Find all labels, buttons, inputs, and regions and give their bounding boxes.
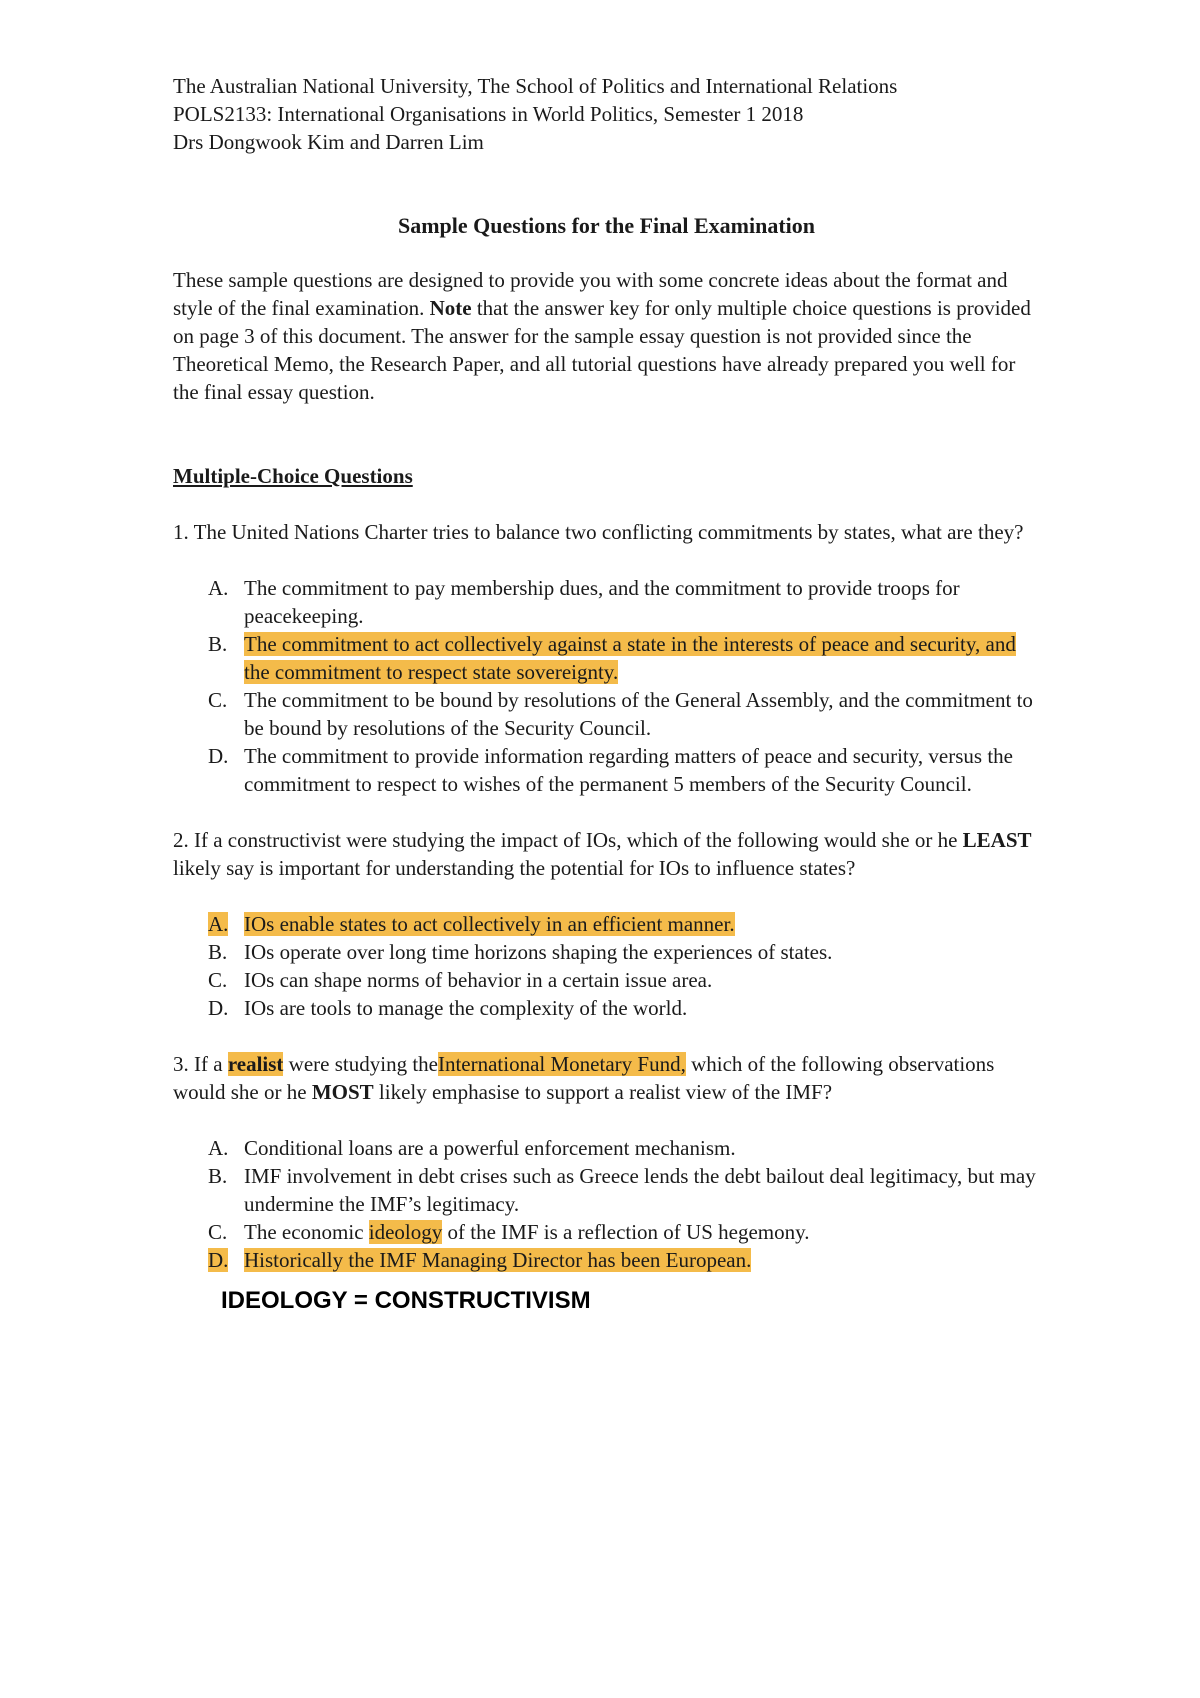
option-3c bbox=[173, 1218, 1040, 1246]
question-2-text-start: 2. If a constructivist were studying the impact of IOs, which of the following would she or he bbox=[173, 828, 963, 852]
option-2d bbox=[173, 994, 1040, 1022]
intro-text-2: that the answer key for only multiple choice questions is provided on page 3 of this document. The answer for the sample essay question is not provided since the Theoretical Memo, the Research Paper, and all tutorial questions have already prepared you well for the final essay question. bbox=[173, 296, 1031, 404]
option-1b bbox=[173, 630, 1040, 686]
question-3-mid-1: were studying the bbox=[283, 1052, 438, 1076]
option-letter-highlighted bbox=[173, 910, 244, 938]
question-3 bbox=[173, 1050, 1040, 1274]
question-3-emphasis: MOST bbox=[311, 1080, 374, 1104]
option-text-start: The economic bbox=[244, 1220, 369, 1244]
intro-paragraph bbox=[173, 266, 1040, 406]
option-2a bbox=[173, 910, 1040, 938]
option-text: IOs are tools to manage the complexity of the world. bbox=[244, 996, 688, 1020]
header-lecturers: Drs Dongwook Kim and Darren Lim bbox=[173, 130, 484, 154]
highlight-ideology: ideology bbox=[368, 1220, 443, 1244]
option-letter: C. bbox=[208, 1220, 228, 1244]
question-3-prefix: 3. If a bbox=[173, 1052, 228, 1076]
intro-note-word: Note bbox=[429, 296, 472, 320]
option-letter: A. bbox=[208, 1136, 229, 1160]
highlight-realist: realist bbox=[227, 1052, 284, 1076]
option-2b bbox=[173, 938, 1040, 966]
option-text-end: of the IMF is a reflection of US hegemony. bbox=[442, 1220, 810, 1244]
highlight: D. bbox=[208, 1248, 229, 1272]
question-3-text bbox=[173, 1050, 1040, 1106]
document-title: Sample Questions for the Final Examination bbox=[397, 213, 816, 238]
highlight: The commitment to act collectively against a state in the interests of peace and security, and the commitment to respect state sovereignty. bbox=[244, 632, 1016, 684]
option-letter: B. bbox=[208, 940, 228, 964]
option-text: The commitment to pay membership dues, and the commitment to provide troops for peacekeeping. bbox=[244, 576, 960, 628]
option-text: The commitment to be bound by resolutions of the General Assembly, and the commitment to be bound by resolutions of the Security Council. bbox=[244, 688, 1033, 740]
option-text-highlighted bbox=[244, 910, 1040, 938]
question-2-text-end: likely say is important for understanding the potential for IOs to influence states? bbox=[173, 856, 856, 880]
question-1-options bbox=[173, 574, 1040, 798]
option-text: IOs can shape norms of behavior in a certain issue area. bbox=[244, 968, 713, 992]
option-letter-highlighted bbox=[173, 1246, 244, 1274]
question-3-options bbox=[173, 1134, 1040, 1274]
option-3d bbox=[173, 1246, 1040, 1274]
question-3-mid-2: which of the following observations would she or he bbox=[173, 1052, 995, 1104]
annotation-note: IDEOLOGY = CONSTRUCTIVISM bbox=[221, 1287, 591, 1314]
option-text bbox=[244, 1218, 1040, 1246]
option-text: IOs operate over long time horizons shaping the experiences of states. bbox=[244, 940, 833, 964]
option-text: The commitment to provide information regarding matters of peace and security, versus the commitment to respect to wishes of the permanent 5 members of the Security Council. bbox=[244, 744, 1013, 796]
highlight: Historically the IMF Managing Director has been European. bbox=[244, 1248, 752, 1272]
option-letter: A. bbox=[208, 576, 229, 600]
option-text: Conditional loans are a powerful enforcement mechanism. bbox=[244, 1136, 736, 1160]
header-institution: The Australian National University, The School of Politics and International Relations bbox=[173, 74, 898, 98]
option-1d bbox=[173, 742, 1040, 798]
option-3a bbox=[173, 1134, 1040, 1162]
option-1a bbox=[173, 574, 1040, 630]
option-letter: D. bbox=[208, 744, 229, 768]
option-text-highlighted bbox=[244, 630, 1040, 686]
question-2-emphasis: LEAST bbox=[962, 828, 1032, 852]
section-heading: Multiple-Choice Questions bbox=[173, 464, 413, 488]
question-2-text bbox=[173, 826, 1040, 882]
highlight: A. bbox=[208, 912, 229, 936]
question-2-options bbox=[173, 910, 1040, 1022]
option-2c bbox=[173, 966, 1040, 994]
intro-text-1: These sample questions are designed to provide you with some concrete ideas about the format and style of the final examination. bbox=[173, 268, 1008, 320]
document-header bbox=[173, 72, 1040, 156]
option-1c bbox=[173, 686, 1040, 742]
highlight: IOs enable states to act collectively in an efficient manner. bbox=[244, 912, 735, 936]
question-1-text: 1. The United Nations Charter tries to balance two conflicting commitments by states, what are they? bbox=[173, 520, 1024, 544]
option-letter: B. bbox=[208, 632, 228, 656]
option-text-highlighted bbox=[244, 1246, 1040, 1274]
option-letter: C. bbox=[208, 688, 228, 712]
question-1 bbox=[173, 518, 1040, 798]
highlight-imf: International Monetary Fund, bbox=[437, 1052, 686, 1076]
option-letter: B. bbox=[208, 1164, 228, 1188]
question-2 bbox=[173, 826, 1040, 1022]
option-letter: D. bbox=[208, 996, 229, 1020]
question-3-suffix: likely emphasise to support a realist view of the IMF? bbox=[373, 1080, 833, 1104]
option-letter: C. bbox=[208, 968, 228, 992]
header-course: POLS2133: International Organisations in World Politics, Semester 1 2018 bbox=[173, 102, 804, 126]
option-3b bbox=[173, 1162, 1040, 1218]
option-text: IMF involvement in debt crises such as Greece lends the debt bailout deal legitimacy, but may undermine the IMF’s legitimacy. bbox=[244, 1164, 1036, 1216]
